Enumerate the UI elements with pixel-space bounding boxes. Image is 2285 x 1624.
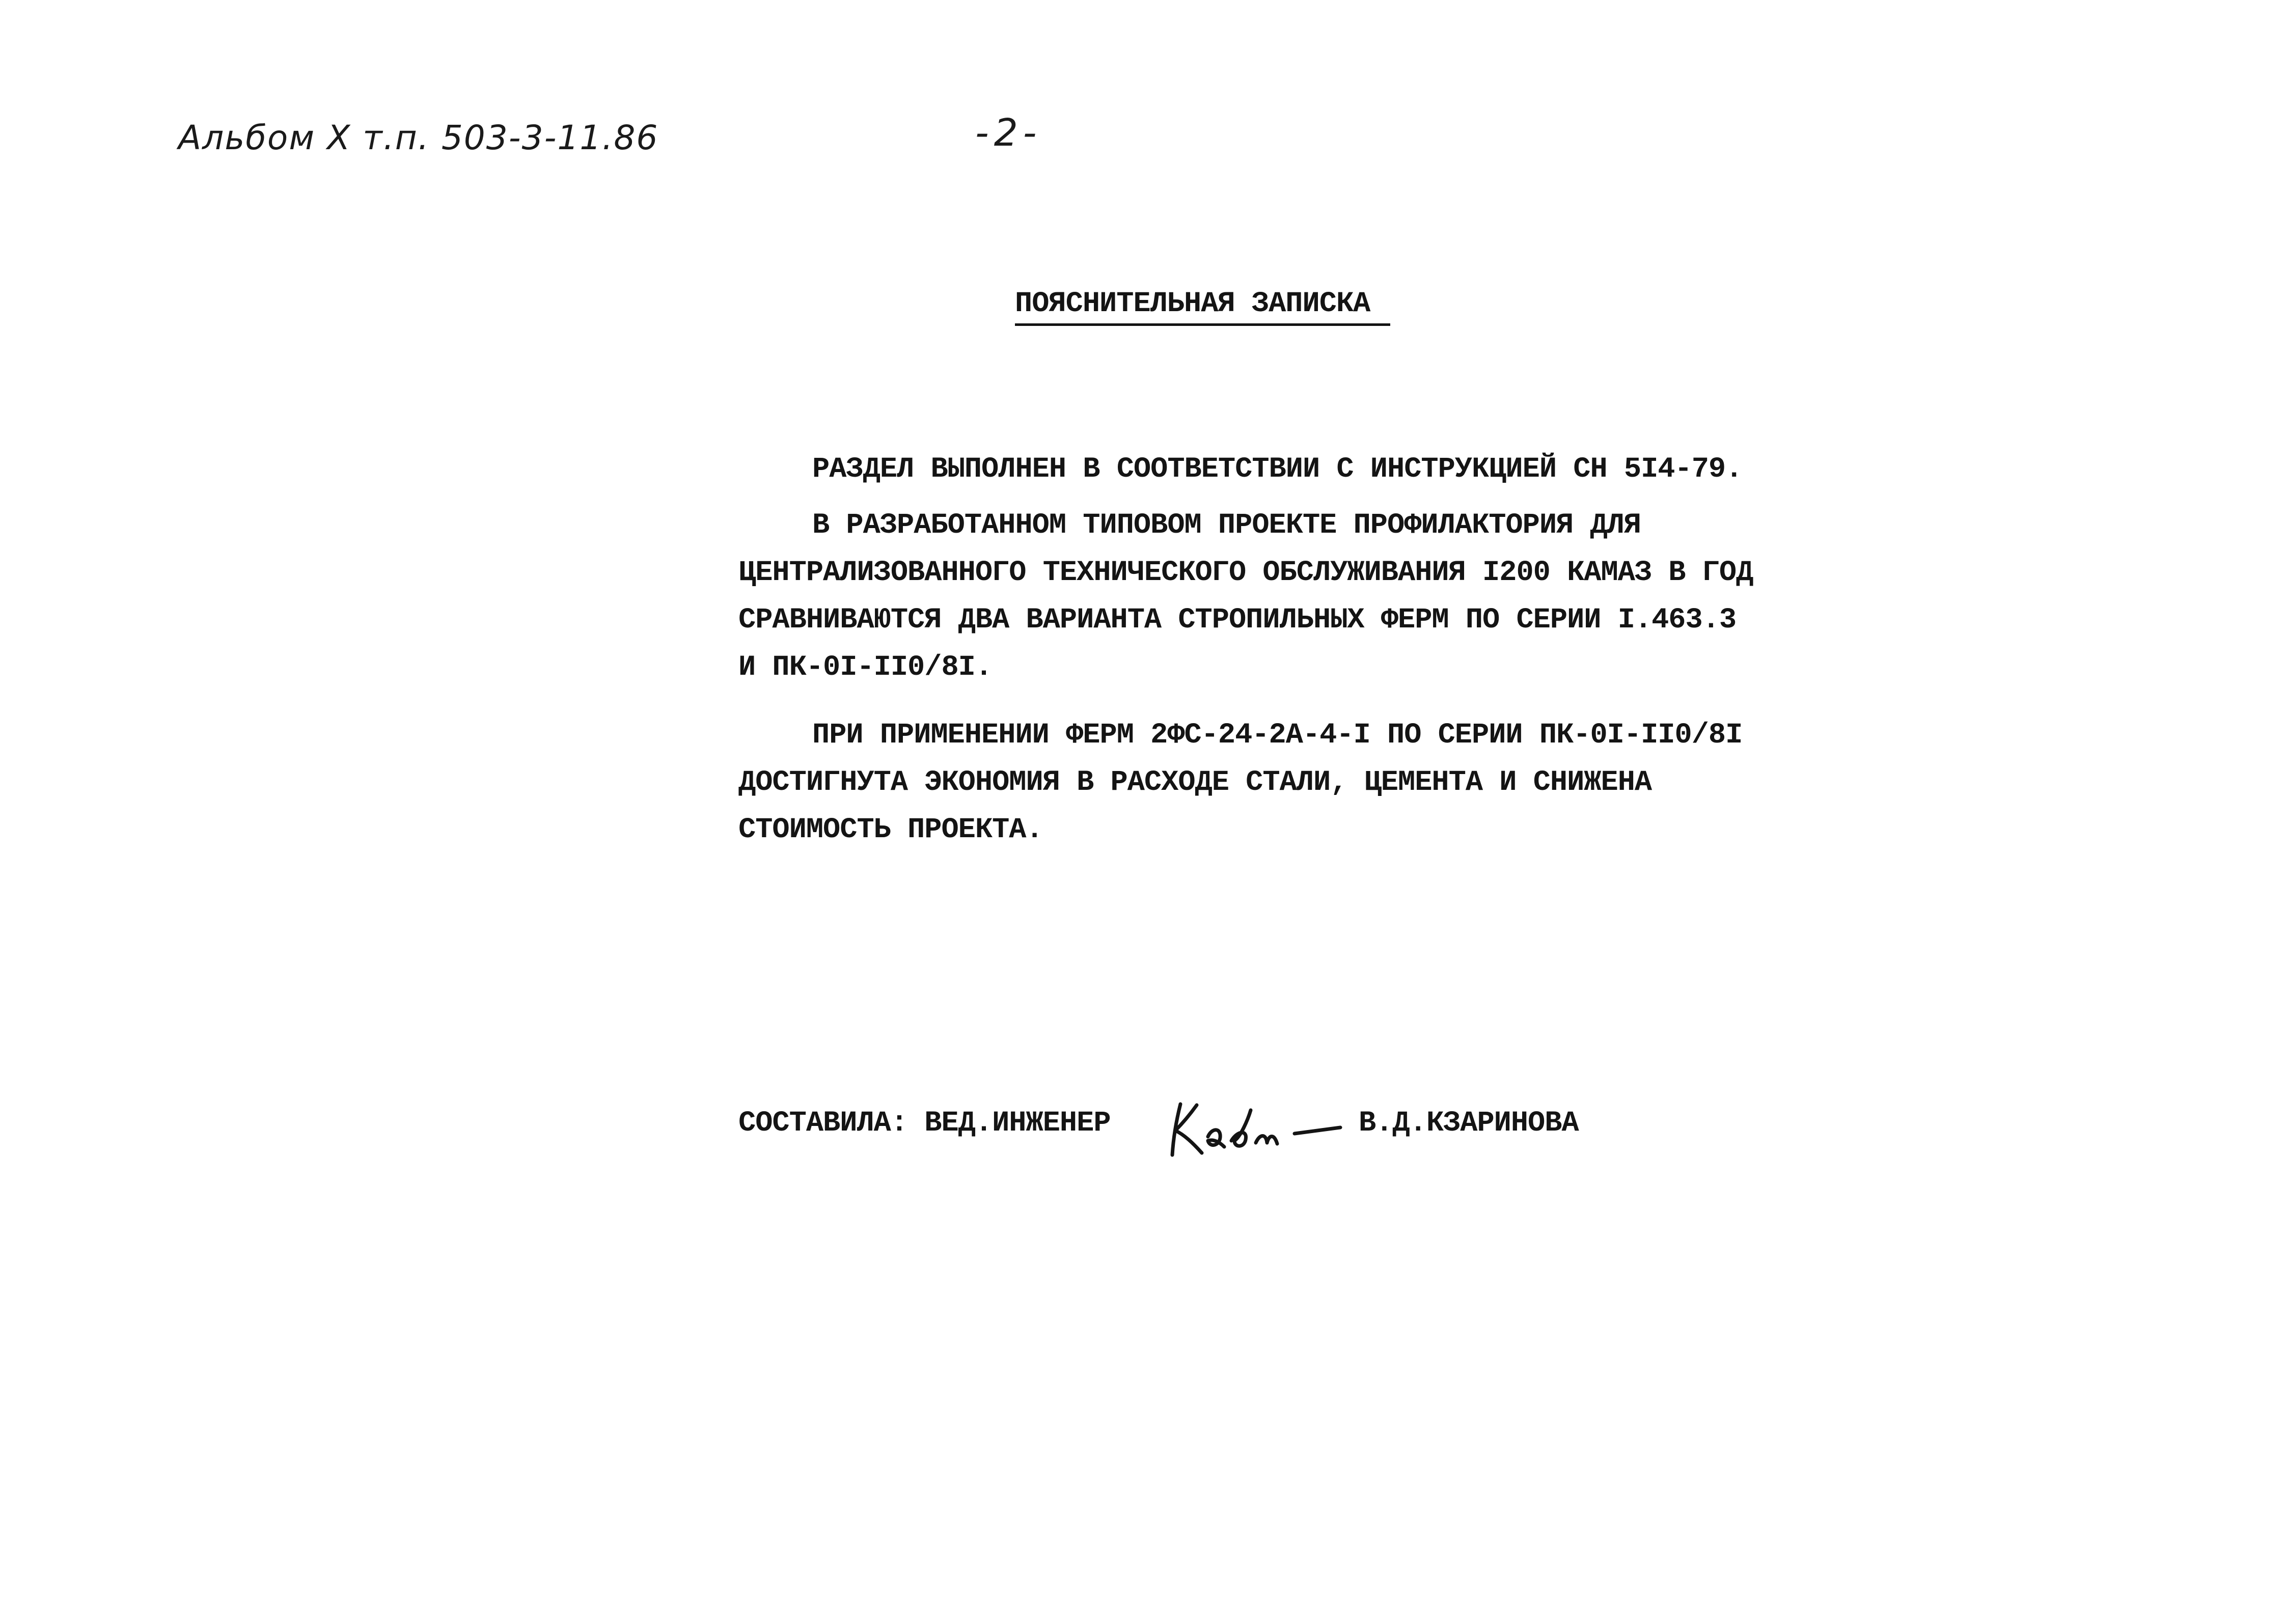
compiled-by-label: СОСТАВИЛА: ВЕД.ИНЖЕНЕР <box>738 1107 1111 1140</box>
signature-block <box>738 1090 1655 1161</box>
paragraph-line: СРАВНИВАЮТСЯ ДВА ВАРИАНТА СТРОПИЛЬНЫХ ФЕРМ ПО СЕРИИ I.463.3 <box>738 604 1737 637</box>
page-number: -2- <box>975 111 1042 155</box>
paragraph-line: В РАЗРАБОТАННОМ ТИПОВОМ ПРОЕКТЕ ПРОФИЛАКТОРИЯ ДЛЯ <box>812 509 1641 542</box>
album-reference: Альбом X т.п. 503-3-11.86 <box>178 118 659 157</box>
paragraph-line: ЦЕНТРАЛИЗОВАННОГО ТЕХНИЧЕСКОГО ОБСЛУЖИВАНИЯ I200 КАМАЗ В ГОД <box>738 557 1753 589</box>
paragraph-line: И ПК-0I-II0/8I. <box>738 651 993 684</box>
paragraph-line: СТОИМОСТЬ ПРОЕКТА. <box>738 814 1043 846</box>
paragraph-line: РАЗДЕЛ ВЫПОЛНЕН В СООТВЕТСТВИИ С ИНСТРУКЦИЕЙ СН 5I4-79. <box>812 453 1743 486</box>
paragraph-line: ДОСТИГНУТА ЭКОНОМИЯ В РАСХОДЕ СТАЛИ, ЦЕМЕНТА И СНИЖЕНА <box>738 766 1652 799</box>
paragraph <box>738 446 1743 493</box>
paragraph <box>738 712 1743 854</box>
signer-name: В.Д.КЗАРИНОВА <box>1359 1107 1579 1140</box>
document-title: ПОЯСНИТЕЛЬНАЯ ЗАПИСКА <box>1015 288 1390 326</box>
paragraph-line: ПРИ ПРИМЕНЕНИИ ФЕРМ 2ФС-24-2А-4-I ПО СЕРИИ ПК-0I-II0/8I <box>812 719 1743 752</box>
handwritten-signature <box>1161 1090 1355 1161</box>
paragraph <box>738 502 1753 692</box>
